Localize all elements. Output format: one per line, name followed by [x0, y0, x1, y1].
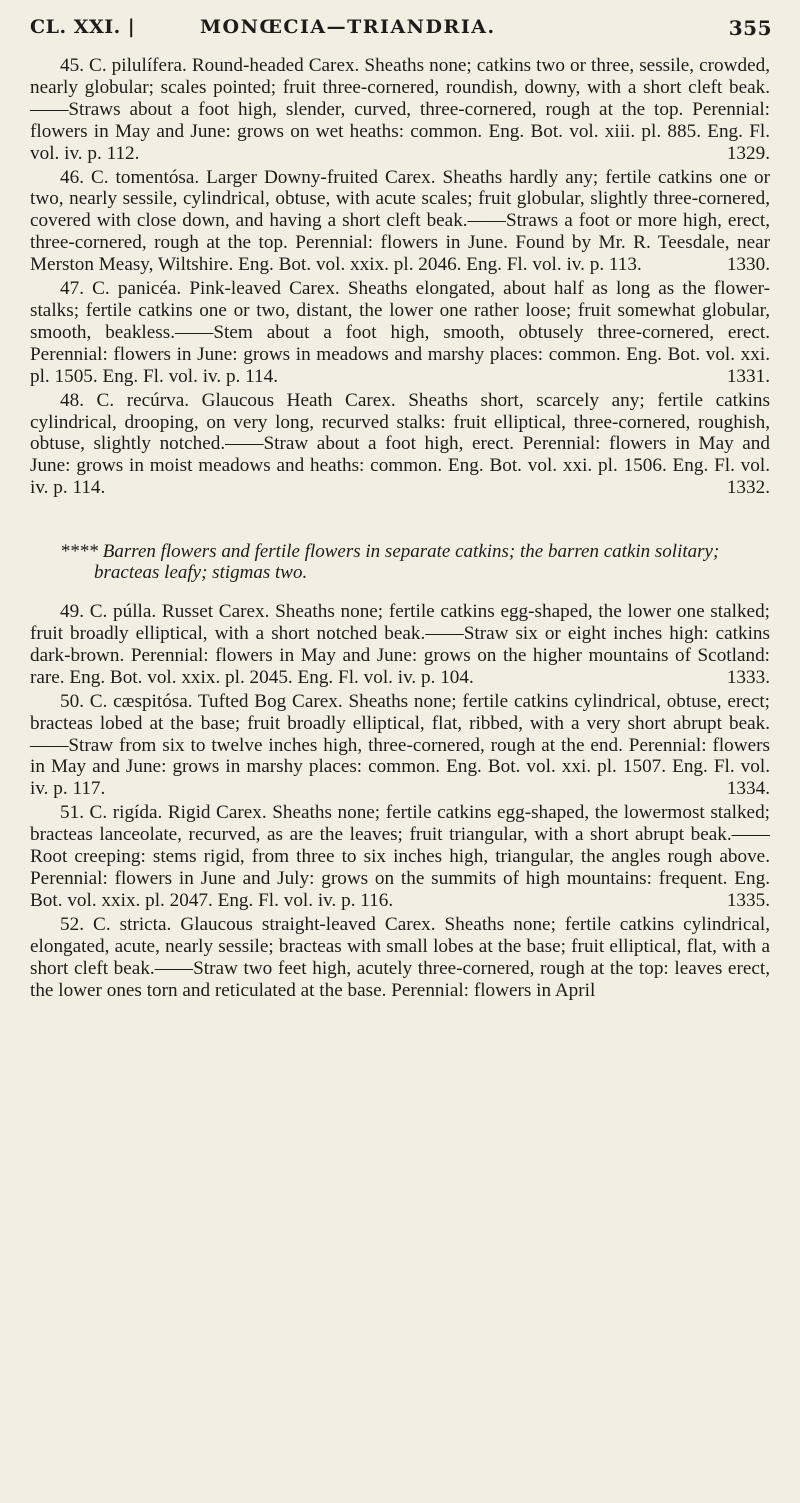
- entry-number: 1333.: [726, 666, 770, 688]
- species-entry: 52. C. stricta. Glaucous straight-leaved Carex. Sheaths none; fertile catkins cylindrical, elongated, acute, nearly sessile; bracteas with small lobes at the base; fruit elliptical, flat, with a short cleft beak.——Straw two feet high, acutely three-cornered, rough at the top: leaves erect, the lower ones torn and reticulated at the base. Perennial: flowers in April: [30, 913, 770, 1001]
- entry-number: 1335.: [726, 889, 770, 911]
- section-heading: **** Barren flowers and fertile flowers in separate catkins; the barren catkin solitary; bracteas leafy; stigmas two.: [60, 541, 720, 584]
- species-entry: 48. C. recúrva. Glaucous Heath Carex. Sheaths short, scarcely any; fertile catkins cylindrical, drooping, on very long, recurved stalks: fruit elliptical, three-cornered, roughish, obtuse, slightly notched.——Straw about a foot high, erect. Perennial: flowers in May and June: grows in moist meadows and heaths: common. Eng. Bot. vol. xxi. pl. 1506. Eng. Fl. vol. iv. p. 114. 1332.: [30, 389, 770, 499]
- page-body: [30, 55, 770, 1003]
- species-entry: 49. C. púlla. Russet Carex. Sheaths none; fertile catkins egg-shaped, the lower one stalked; fruit broadly elliptical, with a short notched beak.——Straw six or eight inches high: catkins dark-brown. Perennial: flowers in May and June: grows on the higher mountains of Scotland: rare. Eng. Bot. vol. xxix. pl. 2045. Eng. Fl. vol. iv. p. 104. 1333.: [30, 601, 770, 688]
- entry-number: 1329.: [726, 142, 770, 164]
- running-header: [30, 16, 772, 46]
- entry-number: 1331.: [726, 365, 770, 387]
- species-entry: 45. C. pilulífera. Round-headed Carex. Sheaths none; catkins two or three, sessile, crowded, nearly globular; scales pointed; fruit three-cornered, roundish, downy, with a short cleft beak.——Straws about a foot high, slender, curved, three-cornered, rough at the top. Perennial: flowers in May and June: grows on wet heaths: common. Eng. Bot. vol. xiii. pl. 885. Eng. Fl. vol. iv. p. 112. 1329.: [30, 55, 770, 164]
- species-entry: 47. C. panicéa. Pink-leaved Carex. Sheaths elongated, about half as long as the flower-stalks; fertile catkins one or two, distant, the lower one rather loose; fruit somewhat globular, smooth, beakless.——Stem about a foot high, smooth, obtusely three-cornered, erect. Perennial: flowers in June: grows in meadows and marshy places: common. Eng. Bot. vol. xxi. pl. 1505. Eng. Fl. vol. iv. p. 114. 1331.: [30, 278, 770, 387]
- species-entry: 46. C. tomentósa. Larger Downy-fruited Carex. Sheaths hardly any; fertile catkins one or two, nearly sessile, cylindrical, obtuse, with acute scales; fruit globular, slightly three-cornered, covered with close down, and having a short cleft beak.——Straws a foot or more high, erect, three-cornered, rough at the top. Perennial: flowers in June. Found by Mr. R. Teesdale, near Merston Measy, Wiltshire. Eng. Bot. vol. xxix. pl. 2046. Eng. Fl. vol. iv. p. 113. 1330.: [30, 166, 770, 276]
- page-number: 355: [728, 16, 772, 40]
- entry-number: 1332.: [726, 477, 770, 499]
- entry-number: 1334.: [726, 778, 770, 800]
- entry-number: 1330.: [726, 254, 770, 276]
- species-entry: 51. C. rigída. Rigid Carex. Sheaths none; fertile catkins egg-shaped, the lowermost stalked; bracteas lanceolate, recurved, as are the leaves; fruit triangular, with a short abrupt beak.——Root creeping: stems rigid, from three to six inches high, triangular, the angles rough above. Perennial: flowers in June and July: grows on the summits of high mountains: frequent. Eng. Bot. vol. xxix. pl. 2047. Eng. Fl. vol. iv. p. 116. 1335.: [30, 802, 770, 911]
- class-label: CL. XXI. |: [30, 16, 136, 38]
- species-entry: 50. C. cæspitósa. Tufted Bog Carex. Sheaths none; fertile catkins cylindrical, obtuse, erect; bracteas lobed at the base; fruit broadly elliptical, flat, ribbed, with a very short abrupt beak.——Straw from six to twelve inches high, three-cornered, rough at the end. Perennial: flowers in May and June: grows in marshy places: common. Eng. Bot. vol. xxi. pl. 1507. Eng. Fl. vol. iv. p. 117. 1334.: [30, 690, 770, 800]
- section-title: MONŒCIA—TRIANDRIA.: [200, 16, 496, 38]
